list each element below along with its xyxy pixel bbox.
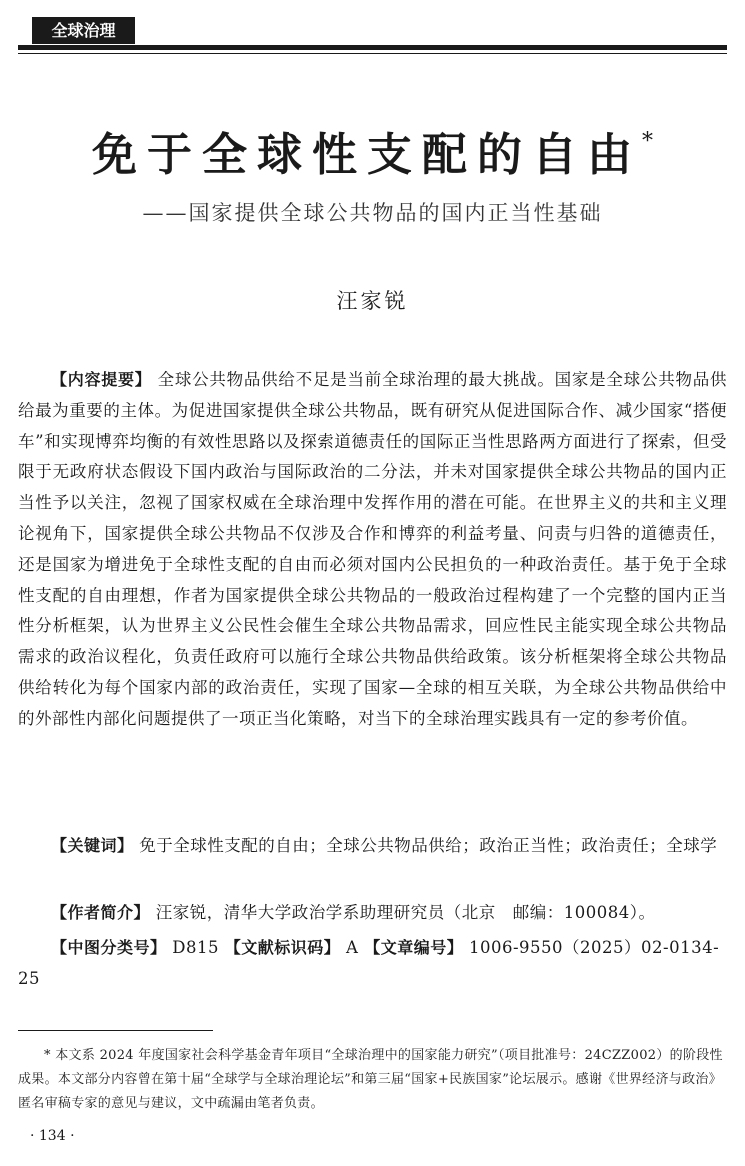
header-rule-thin xyxy=(18,53,727,54)
clc-label: 【中图分类号】 xyxy=(51,938,167,957)
section-tag: 全球治理 xyxy=(32,17,135,44)
author-bio-text: 汪家锐，清华大学政治学系助理研究员（北京 邮编：100084）。 xyxy=(155,903,656,922)
page-number: · 134 · xyxy=(30,1128,75,1144)
abstract xyxy=(18,365,727,735)
abstract-text: 全球公共物品供给不足是当前全球治理的最大挑战。国家是全球公共物品供给最为重要的主体。为促进国家提供全球公共物品，既有研究从促进国际合作、减少国家“搭便车”和实现博弈均衡的有效性思路以及探索道德责任的国际正当性思路两方面进行了探索，但受限于无政府状态假设下国内政治与国际政治的二分法，并未对国家提供全球公共物品的国内正当性予以关注，忽视了国家权威在全球治理中发挥作用的潜在可能。在世界主义的共和主义理论视角下，国家提供全球公共物品不仅涉及合作和博弈的利益考量、问责与归咎的道德责任，还是国家为增进免于全球性支配的自由而必须对国内公民担负的一种政治责任。基于免于全球性支配的自由理想，作者为国家提供全球公共物品的一般政治过程构建了一个完整的国内正当性分析框架，认为世界主义公民性会催生全球公共物品需求，回应性民主能实现全球公共物品需求的政治议程化，负责任政府可以施行全球公共物品供给政策。该分析框架将全球公共物品供给转化为每个国家内部的政治责任，实现了国家—全球的相互关联，为全球公共物品供给中的外部性内部化问题提供了一项正当化策略，对当下的全球治理实践具有一定的参考价值。 xyxy=(18,370,727,728)
clc-value: D815 xyxy=(172,938,219,957)
article-no-label: 【文章编号】 xyxy=(364,938,464,957)
article-subtitle: ——国家提供全球公共物品的国内正当性基础 xyxy=(142,201,603,225)
article-title xyxy=(0,112,745,185)
author-name: 汪家锐 xyxy=(336,289,409,313)
footnote-rule xyxy=(18,1030,213,1031)
doc-code-value: A xyxy=(346,938,359,957)
doc-code-label: 【文献标识码】 xyxy=(224,938,341,957)
keywords xyxy=(18,830,727,861)
title-footnote-mark: * xyxy=(642,129,653,154)
abstract-label: 【内容提要】 xyxy=(51,370,152,389)
author-bio-label: 【作者简介】 xyxy=(51,903,151,922)
classification xyxy=(18,932,727,994)
article-no-value: 1006-9550（2025）02-0134-25 xyxy=(18,938,720,988)
keywords-label: 【关键词】 xyxy=(51,836,134,855)
keywords-text: 免于全球性支配的自由；全球公共物品供给；政治正当性；政治责任；全球学 xyxy=(139,836,718,855)
footnote: * 本文系 2024 年度国家社会科学基金青年项目“全球治理中的国家能力研究”（项目批准号：24CZZ002）的阶段性成果。本文部分内容曾在第十届“全球学与全球治理论坛”和第三届“国家+民族国家”论坛展示。感谢《世界经济与政治》匿名审稿专家的意见与建议，文中疏漏由笔者负责。 xyxy=(18,1048,723,1111)
header-rule-thick xyxy=(18,45,727,50)
author-bio xyxy=(18,897,727,928)
article-title-text: 免于全球性支配的自由 xyxy=(91,128,642,181)
